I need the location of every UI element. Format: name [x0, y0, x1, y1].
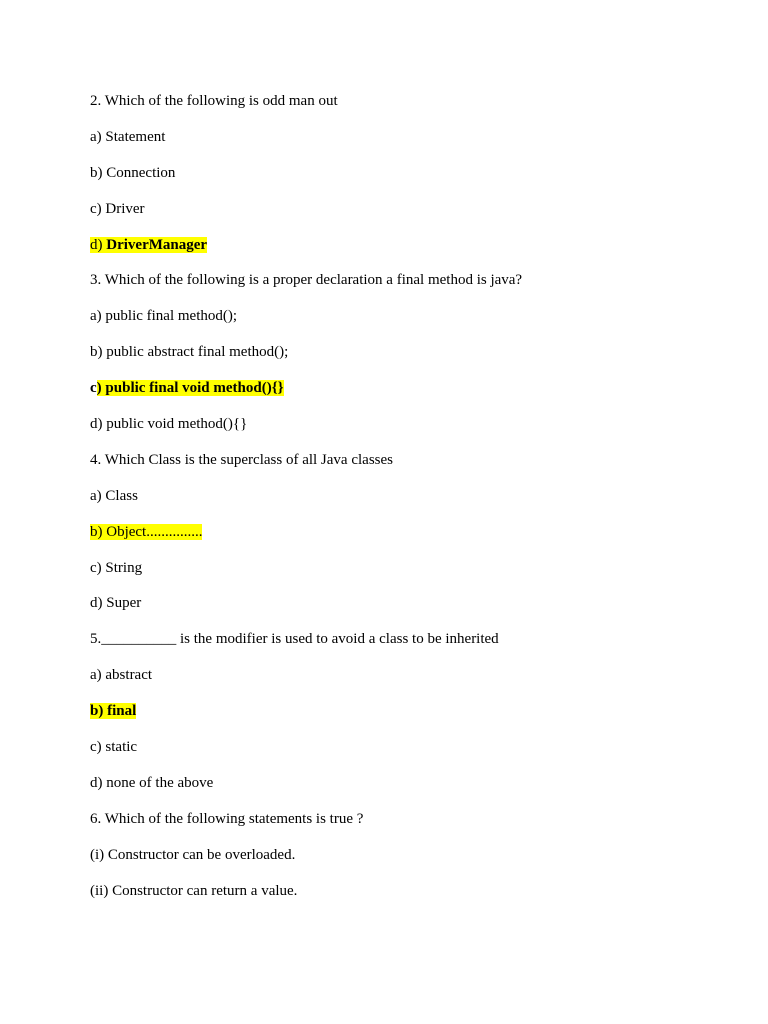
line-text: d) public void method(){}	[90, 416, 248, 433]
line-text: c) String	[90, 559, 143, 576]
answer-option	[90, 163, 730, 199]
answer-option	[90, 773, 730, 809]
highlighted-answer-text: b) final	[90, 703, 137, 720]
line-text: 6. Which of the following statements is true ?	[90, 810, 364, 827]
answer-option	[90, 342, 730, 378]
highlighted-answer-text: DriverManager	[106, 236, 208, 253]
line-text: a) abstract	[90, 667, 153, 684]
answer-option	[90, 306, 730, 342]
line-text: 5.__________ is the modifier is used to avoid a class to be inherited	[90, 631, 499, 648]
line-text: c) Driver	[90, 200, 145, 217]
line-text: a) public final method();	[90, 308, 238, 325]
line-text: (i) Constructor can be overloaded.	[90, 846, 296, 863]
answer-option	[90, 665, 730, 701]
line-text: b) Connection	[90, 164, 176, 181]
line-text: a) Class	[90, 487, 138, 504]
question-text	[90, 270, 730, 306]
line-text: (ii) Constructor can return a value.	[90, 882, 298, 899]
answer-option	[90, 845, 730, 881]
line-text: d) Super	[90, 595, 142, 612]
answer-option	[90, 881, 730, 917]
question-list	[90, 91, 730, 916]
line-text: a) Statement	[90, 128, 166, 145]
highlighted-answer-text: ) public final void method(){}	[96, 380, 284, 397]
highlighted-answer-text: d)	[90, 236, 107, 253]
answer-option	[90, 593, 730, 629]
answer-option	[90, 522, 730, 558]
line-text: d) none of the above	[90, 774, 214, 791]
question-text	[90, 629, 730, 665]
answer-option	[90, 199, 730, 235]
line-text: b) public abstract final method();	[90, 344, 289, 361]
highlighted-answer-text: b) Object...............	[90, 523, 203, 540]
answer-option	[90, 235, 730, 271]
line-text: 3. Which of the following is a proper declaration a final method is java?	[90, 272, 523, 289]
line-text: c) static	[90, 739, 138, 756]
answer-option	[90, 486, 730, 522]
answer-option	[90, 127, 730, 163]
line-text: c	[90, 380, 97, 397]
answer-option	[90, 414, 730, 450]
question-text	[90, 91, 730, 127]
question-text	[90, 450, 730, 486]
line-text: 2. Which of the following is odd man out	[90, 93, 338, 109]
answer-option	[90, 558, 730, 594]
answer-option	[90, 378, 730, 414]
answer-option	[90, 701, 730, 737]
question-text	[90, 809, 730, 845]
answer-option	[90, 737, 730, 773]
line-text: 4. Which Class is the superclass of all Java classes	[90, 451, 393, 468]
